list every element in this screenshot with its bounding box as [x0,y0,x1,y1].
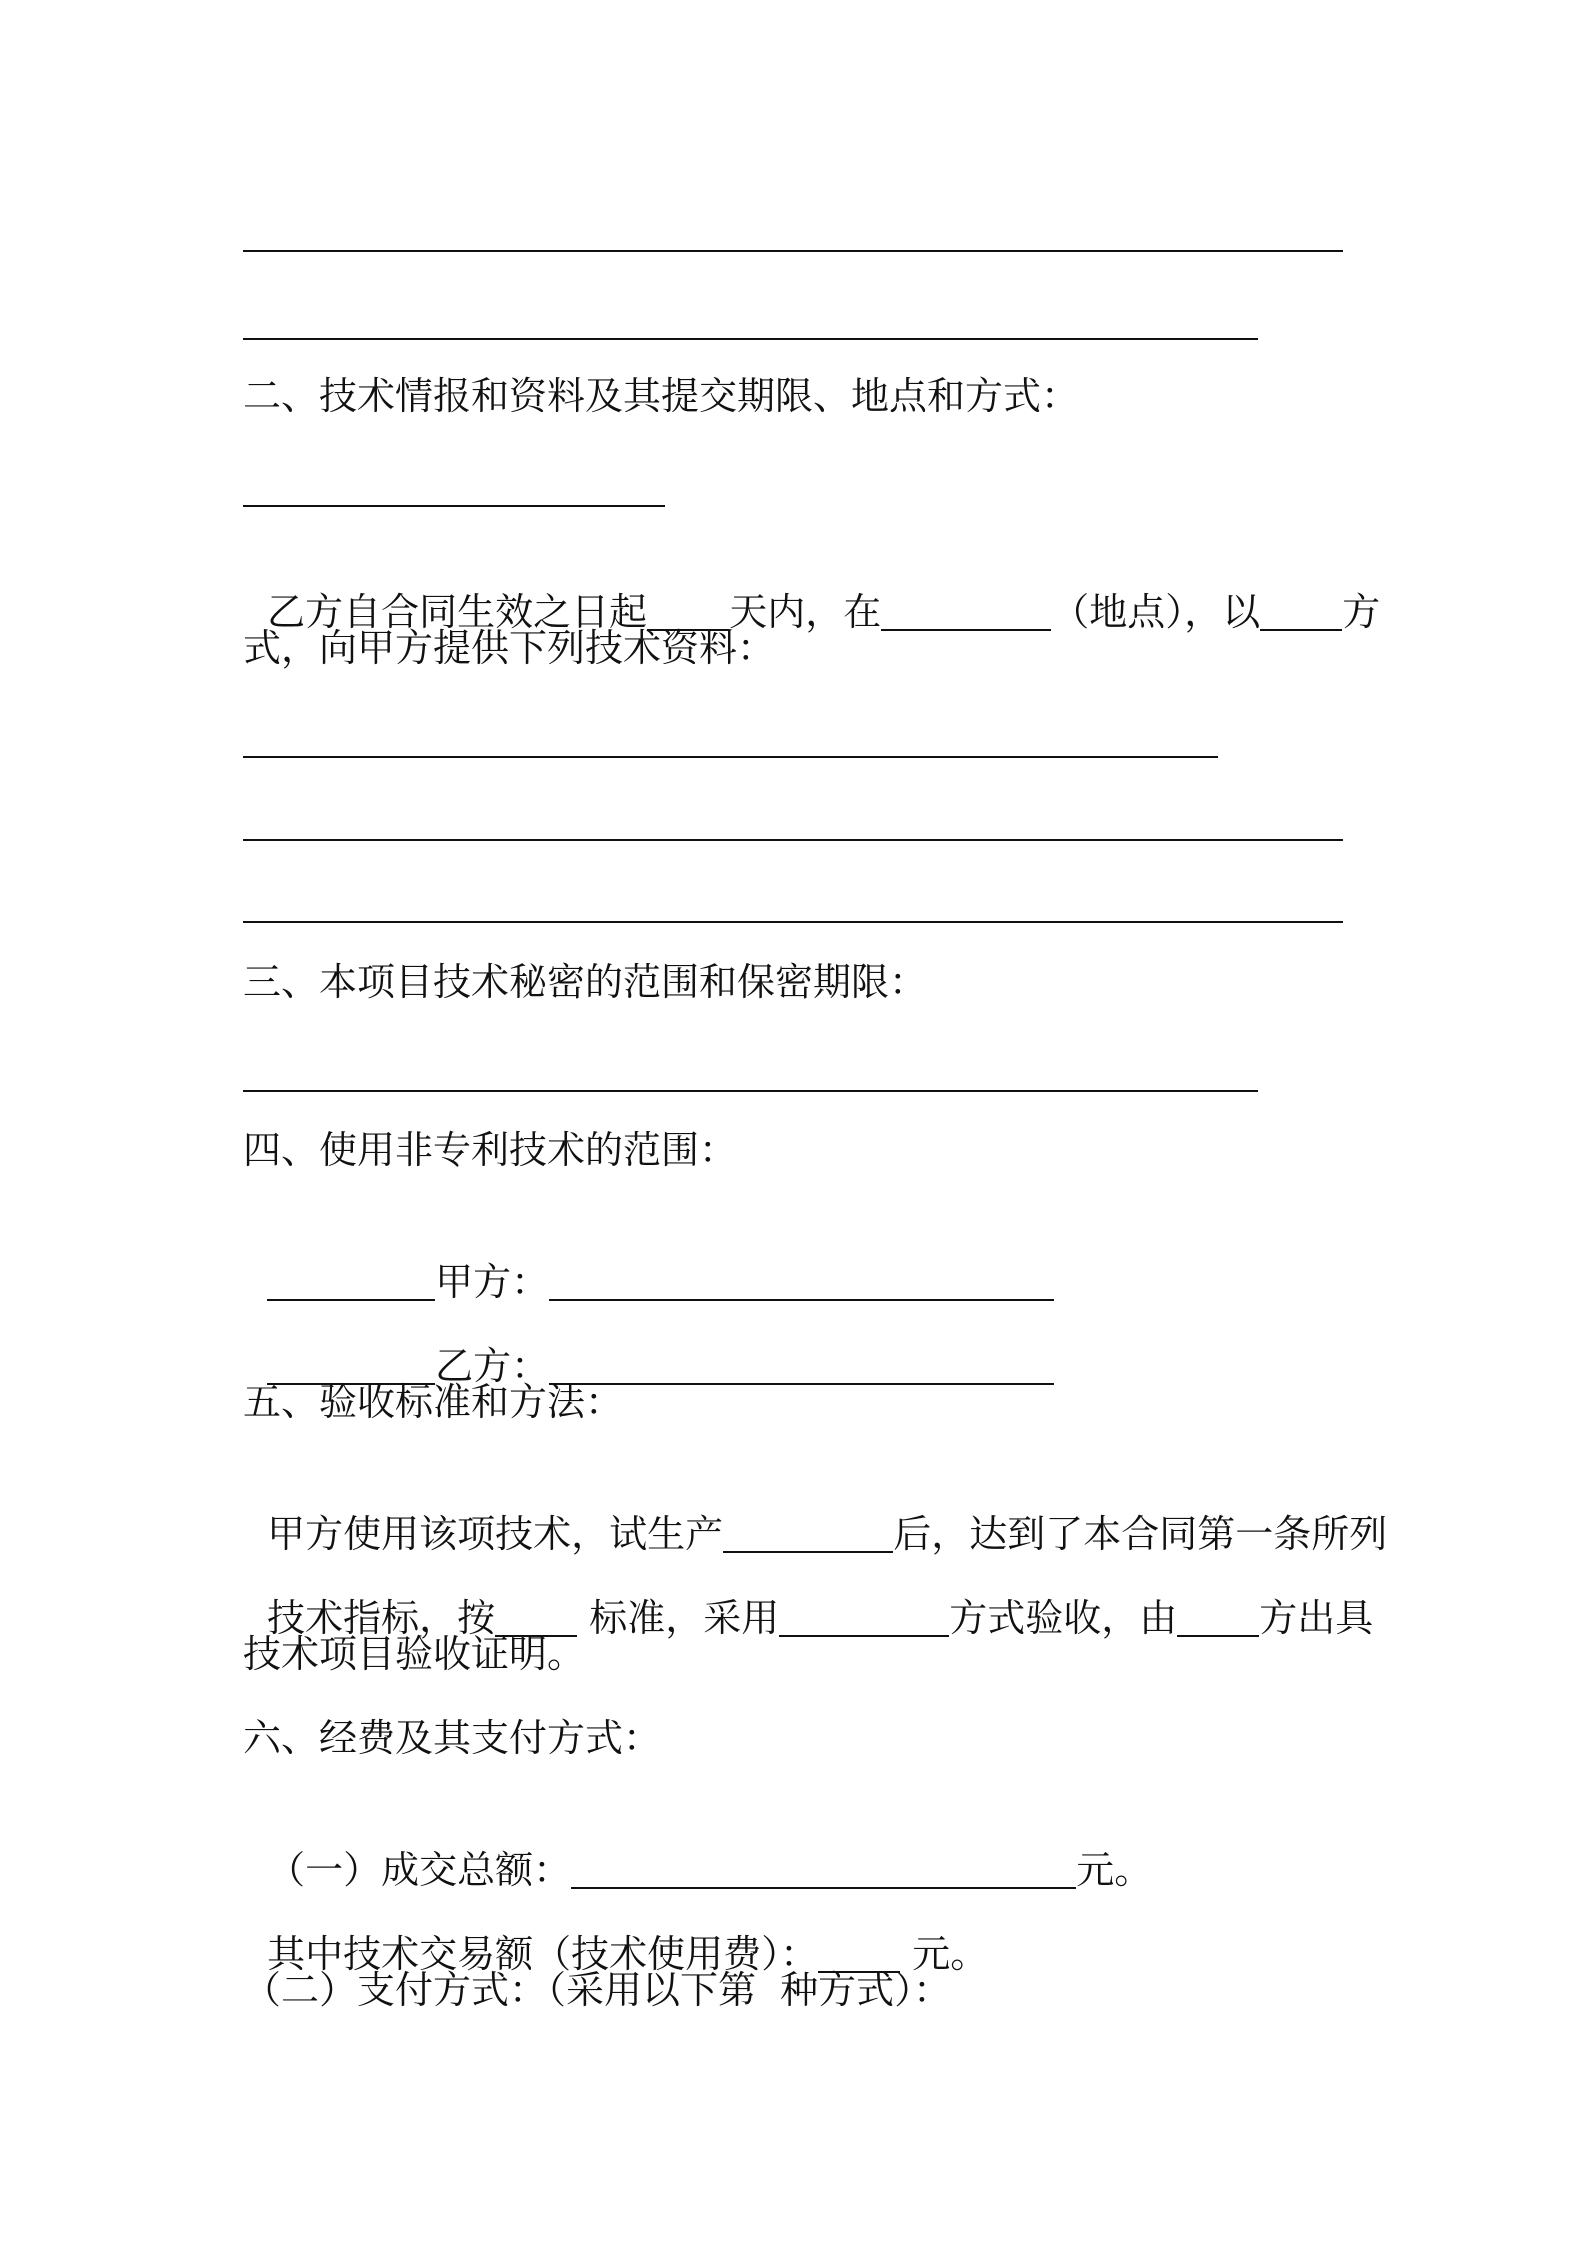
section-2-paragraph-line-1 [243,540,1380,636]
text-segment: 方出具 [1259,1596,1374,1640]
text-segment: （地点），以 [1051,590,1261,634]
text-segment: 天内，在 [729,590,882,634]
party-b-line [243,1294,1054,1390]
issuer-blank[interactable] [1177,1597,1259,1637]
text-segment: 乙方自合同生效之日起 [267,590,648,634]
text-segment: 方式验收，由 [949,1596,1178,1640]
total-amount-line [243,1798,1152,1894]
method-blank[interactable] [1260,591,1342,631]
section-2-heading: 二、技术情报和资料及其提交期限、地点和方式： [243,374,1080,418]
party-b-label: 乙方： [435,1344,550,1388]
text-segment: （一）成交总额： [267,1848,572,1892]
text-segment: 元。 [900,1932,989,1976]
party-a-label: 甲方： [435,1260,550,1304]
section-2-paragraph-line-2: 式，向甲方提供下列技术资料： [243,626,776,670]
fill-line-6[interactable] [243,921,1343,923]
text-segment: 技术指标，按 [267,1596,496,1640]
section-6-heading: 六、经费及其支付方式： [243,1716,662,1760]
section-5-paragraph-line-1 [243,1462,1387,1558]
fill-line-1[interactable] [243,250,1343,252]
technology-fee-line [243,1882,988,1978]
section-4-heading: 四、使用非专利技术的范围： [243,1128,738,1172]
fill-line-2[interactable] [243,338,1258,340]
party-a-line [243,1210,1054,1306]
text-segment: 后，达到了本合同第一条所列 [893,1512,1388,1556]
section-3-heading: 三、本项目技术秘密的范围和保密期限： [243,960,928,1004]
section-5-heading: 五、验收标准和方法： [243,1380,624,1424]
section-5-paragraph-line-2 [243,1546,1373,1642]
fill-line-5[interactable] [243,839,1343,841]
payment-method-line: （二）支付方式：（采用以下第 种方式）： [243,1968,952,2012]
text-segment: 甲方使用该项技术，试生产 [267,1512,724,1556]
text-segment: 方 [1342,590,1381,634]
acceptance-method-blank[interactable] [779,1597,949,1637]
text-segment: 标准，采用 [577,1596,780,1640]
text-segment: 元。 [1076,1848,1153,1892]
section-5-paragraph-line-3: 技术项目验收证明。 [243,1632,586,1676]
location-blank[interactable] [881,591,1051,631]
fill-line-7[interactable] [243,1090,1258,1092]
fill-line-4[interactable] [243,756,1218,758]
text-segment: 其中技术交易额（技术使用费）： [267,1932,819,1976]
party-b-scope-blank[interactable] [549,1345,1054,1385]
fill-line-3[interactable] [243,505,665,507]
